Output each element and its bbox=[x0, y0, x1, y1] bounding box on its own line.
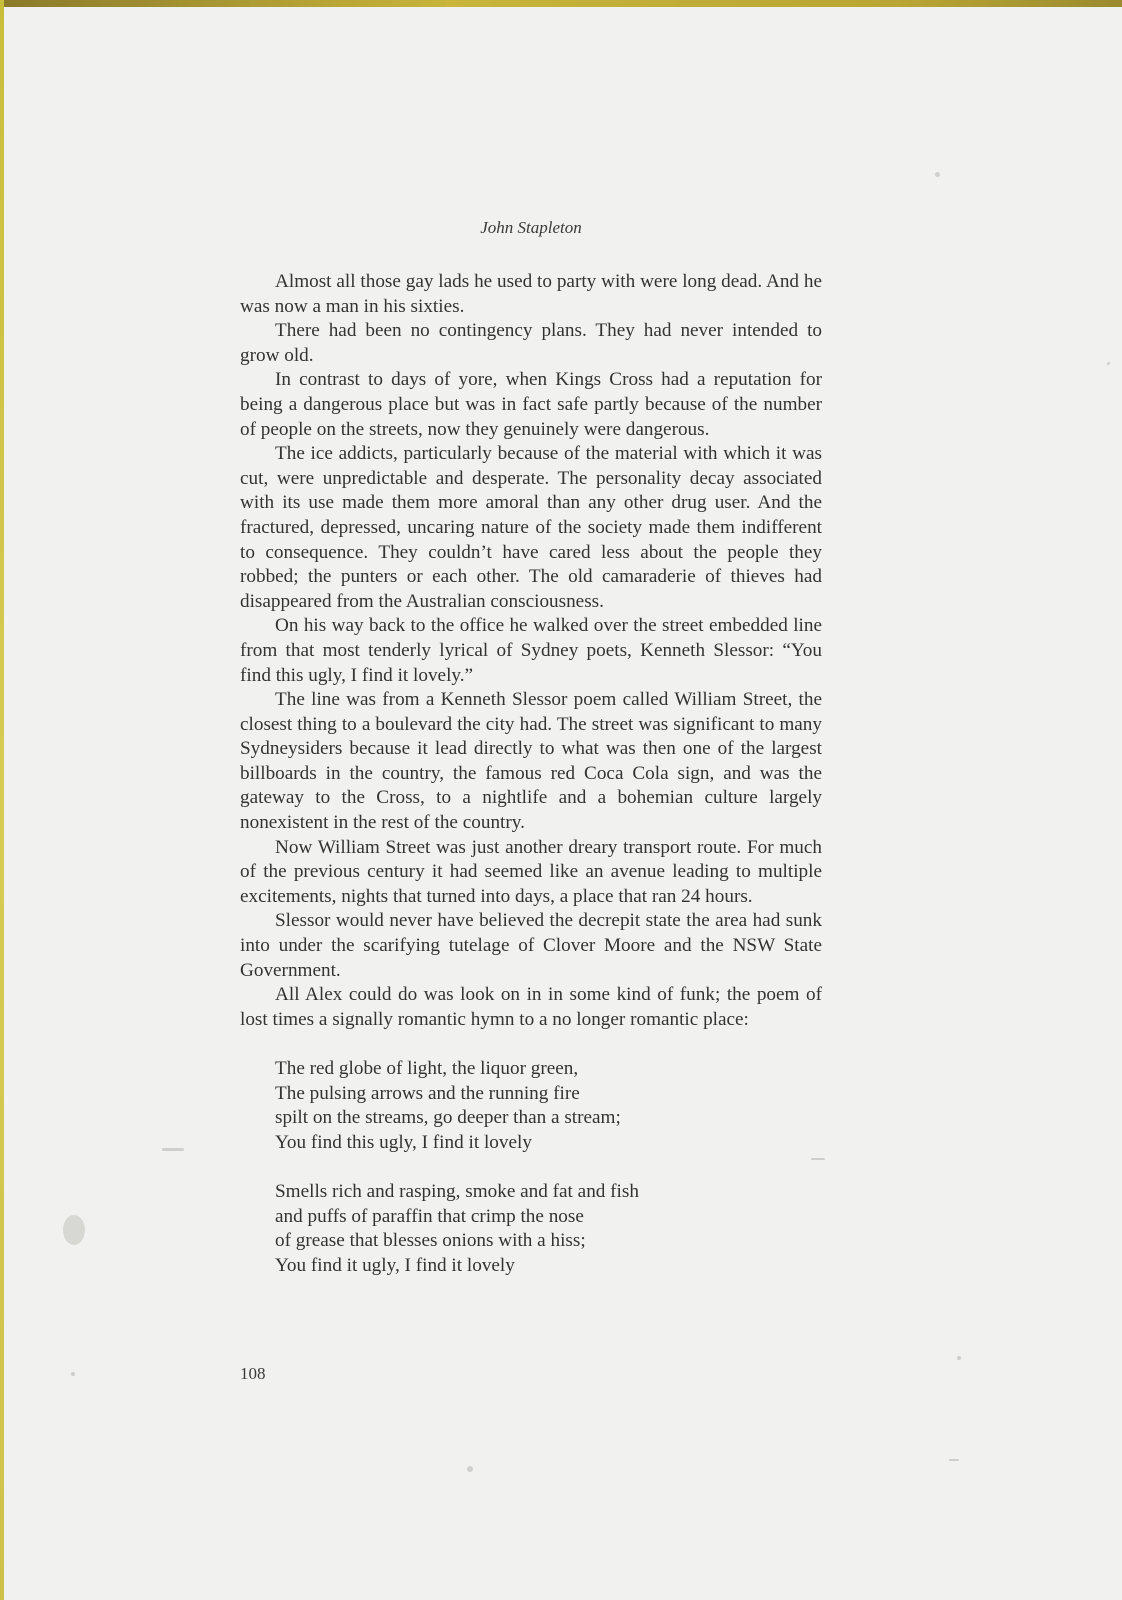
scan-speck bbox=[1107, 362, 1110, 365]
scan-speck bbox=[162, 1148, 184, 1151]
scan-top-edge bbox=[0, 0, 1122, 7]
page-number: 108 bbox=[240, 1364, 266, 1383]
body-text bbox=[240, 270, 822, 1303]
paragraph: Slessor would never have believed the decrepit state the area had sunk into under the scarifying tutelage of Clover Moore and the NSW State Government. bbox=[240, 910, 822, 981]
scan-speck bbox=[935, 172, 940, 177]
poem-line: and puffs of paraffin that crimp the nose bbox=[275, 1205, 584, 1227]
poem-stanza bbox=[275, 1180, 822, 1278]
paragraph: All Alex could do was look on in in some kind of funk; the poem of lost times a signally romantic hymn to a no longer romantic place: bbox=[240, 984, 822, 1030]
poem-line: Smells rich and rasping, smoke and fat and fish bbox=[275, 1180, 639, 1202]
paragraph: The ice addicts, particularly because of the material with which it was cut, were unpredictable and desperate. The personality decay associated with its use made them more amoral than any other drug user. And the fractured, depressed, uncaring nature of the society made them indifferent to consequence. They couldn’t have cared less about the people they robbed; the punters or each other. The old camaraderie of thieves had disappeared from the Australian consciousness. bbox=[240, 443, 822, 612]
poem-line: spilt on the streams, go deeper than a stream; bbox=[275, 1107, 621, 1129]
running-head: John Stapleton bbox=[480, 218, 582, 237]
scan-speck bbox=[63, 1215, 85, 1245]
poem-quote bbox=[240, 1057, 822, 1278]
paragraph: There had been no contingency plans. They had never intended to grow old. bbox=[240, 320, 822, 366]
poem-line: You find it ugly, I find it lovely bbox=[275, 1254, 515, 1276]
paragraph: On his way back to the office he walked over the street embedded line from that most tenderly lyrical of Sydney poets, Kenneth Slessor: “You find this ugly, I find it lovely.” bbox=[240, 615, 822, 686]
poem-line: The red globe of light, the liquor green, bbox=[275, 1058, 579, 1079]
poem-line: The pulsing arrows and the running fire bbox=[275, 1082, 580, 1104]
scan-speck bbox=[949, 1459, 959, 1461]
scan-speck bbox=[957, 1356, 961, 1360]
scan-left-edge bbox=[0, 0, 4, 1600]
paragraph: In contrast to days of yore, when Kings Cross had a reputation for being a dangerous place but was in fact safe partly because of the number of people on the streets, now they genuinely were dangerous. bbox=[240, 369, 822, 440]
poem-line: You find this ugly, I find it lovely bbox=[275, 1131, 532, 1153]
paragraph: Almost all those gay lads he used to party with were long dead. And he was now a man in his sixties. bbox=[240, 271, 822, 317]
paragraph: The line was from a Kenneth Slessor poem called William Street, the closest thing to a boulevard the city had. The street was significant to many Sydneysiders because it lead directly to what was then one of the largest billboards in the country, the famous red Coca Cola sign, and was the gateway to the Cross, to a nightlife and a bohemian culture largely nonexistent in the rest of the country. bbox=[240, 689, 822, 834]
paragraph: Now William Street was just another dreary transport route. For much of the previous century it had seemed like an avenue leading to multiple excitements, nights that turned into days, a place that ran 24 hours. bbox=[240, 836, 822, 907]
scan-speck bbox=[467, 1466, 473, 1472]
poem-line: of grease that blesses onions with a hiss; bbox=[275, 1230, 586, 1252]
scan-speck bbox=[71, 1372, 75, 1376]
poem-stanza bbox=[275, 1057, 822, 1155]
